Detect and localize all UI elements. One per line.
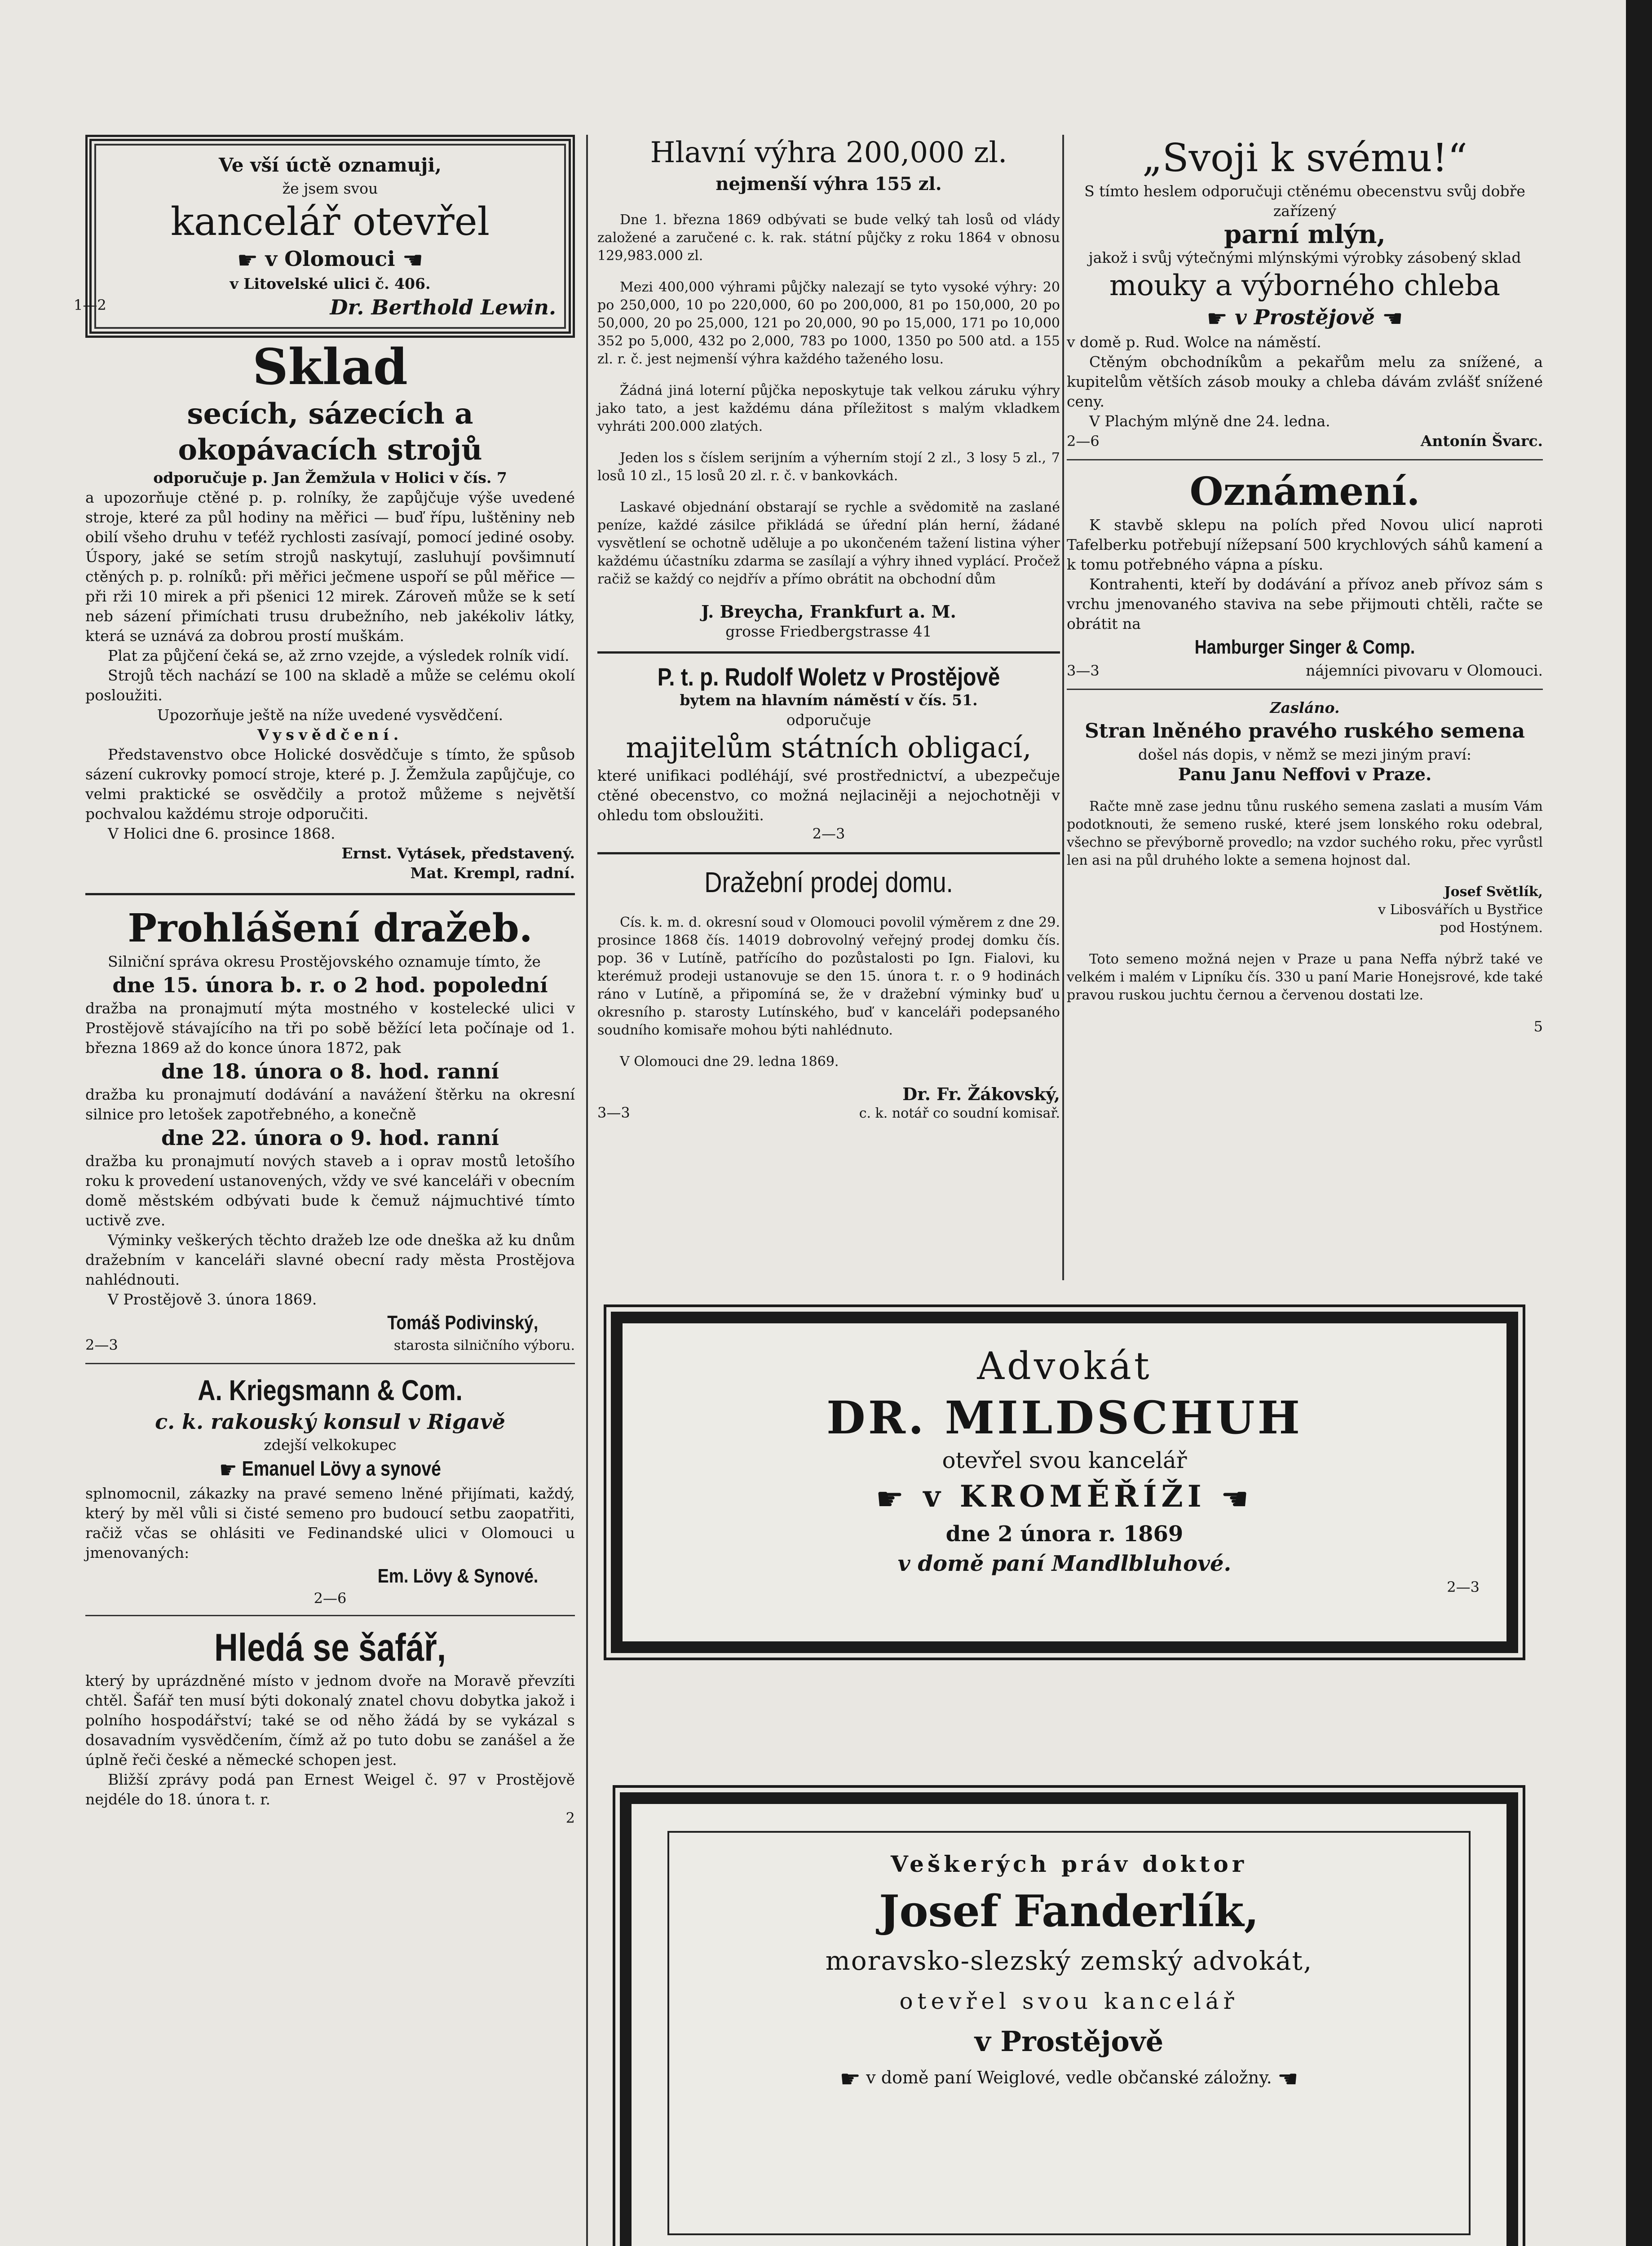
vyhra-signature: J. Breycha, Frankfurt a. M.	[701, 601, 956, 622]
mildschuh-line3: otevřel svou kancelář	[942, 1447, 1187, 1473]
kriegsmann-code: 2—6	[314, 1589, 347, 1607]
divider	[85, 893, 575, 895]
prohlaseni-signature: Tomáš Podivinský,	[387, 1312, 539, 1334]
zaslano-paragraph-1: Račte mně zase jednu tůnu ruského semena zaslati a musím Vám podotknouti, že semeno ruské, které jsem lonského roku odebral, všechno se převýborně provedlo; na vzdor suchého roku, přec vyrůstl len asi na půl druhého lokte a semena hojnost dal.	[1067, 799, 1543, 868]
column-rule	[1062, 135, 1064, 1280]
zaslano-signature: Josef Světlík,	[1444, 884, 1543, 900]
prohlaseni-code: 2—3	[85, 1336, 118, 1353]
svoji-paragraph-5: V Plachým mlýně dne 24. ledna.	[1089, 412, 1330, 430]
pointing-hand-right-icon: ☛	[219, 1456, 237, 1484]
mildschuh-date: dne 2 února r. 1869	[945, 1521, 1184, 1547]
mildschuh-city: v KROMĚŘÍŽI	[923, 1479, 1206, 1514]
safar-title: Hledá se šafář,	[214, 1626, 446, 1669]
oznameni-signature: Hamburger Singer & Comp.	[1194, 636, 1415, 658]
vyhra-paragraph-5: Laskavé objednání obstarají se rychle a svědomitě na zaslané peníze, každé zásilce přikládá se úřední plán herní, žádané vysvětlení se ochotně uděluje a po ukončeném tažení listina výher každému účastníku zdarma se zasílají a výhry ihned vyplácí. Pročež račiž se každý co nejdřív a přímo obrátit na obchodní dům	[597, 500, 1060, 587]
sklad-paragraph-2: Plat za půjčení čeká se, až zrno vzejde, a výsledek rolník vidí.	[108, 647, 570, 664]
scan-edge	[1626, 0, 1652, 2246]
column-rule	[586, 135, 588, 2246]
sklad-paragraph-4: Upozorňuje ještě na níže uvedené vysvědčení.	[157, 706, 504, 724]
kancelar-city: v Olomouci	[265, 247, 395, 271]
sklad-vysvedceni-heading: Vysvědčení.	[257, 726, 403, 743]
safar-text-2: Bližší zprávy podá pan Ernest Weigel č. 97 v Prostějově nejdéle do 18. února t. r.	[85, 1770, 575, 1808]
woletz-headline: majitelům státních obligací,	[626, 731, 1032, 765]
kancelar-headline: kancelář otevřel	[170, 199, 490, 244]
oznameni-title: Oznámení.	[1189, 469, 1420, 514]
safar-text: který by uprázdněné místo v jednom dvoře na Moravě převzíti chtěl. Šafář ten musí býti dokonalý znatel chovu dobytka jakož i polního hospodářství; také se od něho žádá by se vykázal s dosavadním vysvědčením, čímž až po tuto dobu se zanášel a že úplně řeči české a německé schopen jest.	[85, 1671, 575, 1769]
sklad-signature-1: Ernst. Vytásek, představený.	[341, 844, 575, 862]
pointing-hand-left-icon: ☚	[1220, 1481, 1254, 1517]
fanderlik-name: Josef Fanderlík,	[879, 1886, 1259, 1937]
oznameni-paragraph-1: K stavbě sklepu na polích před Novou ulicí naproti Tafelberku potřebují nížepsaní 500 krychlových sáhů kamení a k tomu potřebného vápna a písku.	[1067, 516, 1543, 573]
pointing-hand-left-icon: ☚	[1277, 2065, 1299, 2093]
fanderlik-address: v domě paní Weiglové, vedle občanské záložny.	[866, 2068, 1272, 2087]
kancelar-line2: že jsem svou	[282, 180, 378, 197]
kriegsmann-subtitle-2: zdejší velkokupec	[264, 1436, 397, 1454]
svoji-paragraph-4: Ctěným obchodníkům a pekařům melu za snížené, a kupitelům větších zásob mouky a chleba dávám zvlášť snížené ceny.	[1067, 353, 1543, 410]
zaslano-addressee: Panu Janu Neffovi v Praze.	[1178, 764, 1432, 784]
oznameni-paragraph-2: Kontrahenti, kteří by dodávání a přívoz aneb přívoz sám s vrchu jmenovaného staviva na sebe přijmouti chtěli, račte se obrátit na	[1067, 575, 1543, 632]
middle-column	[597, 135, 1060, 1123]
prohlaseni-text-2: dražba ku pronajmutí dodávání a navážení štěrku na okresní silnice pro letošek zapotřebného, a konečně	[85, 1086, 575, 1123]
zaslano-signature-3: pod Hostýnem.	[1440, 920, 1543, 936]
pointing-hand-right-icon: ☛	[875, 1481, 909, 1517]
sklad-paragraph-5: Představenstvo obce Holické dosvědčuje s tímto, že spůsob sázení cukrovky pomocí stroje, které p. J. Žemžula zapůjčuje, co velmi praktické se osvědčily a protož můžeme s největší pochvalou každému stroje odporučiti.	[85, 746, 575, 822]
vyhra-paragraph-2: Mezi 400,000 výhrami půjčky nalezají se tyto vysoké výhry: 20 po 250,000, 10 po 220,000, 60 po 200,000, 81 po 150,000, 20 po 50,000, 20 po 25,000, 121 po 20,000, 90 po 15,000, 171 po 10,000 352 po 5,000, 432 po 2,000, 783 po 1000, 1350 po 500 atd. a 155 zl. r. č. jest nejmenší výhra každého taženého losu.	[597, 279, 1060, 367]
drazebni-date: V Olomouci dne 29. ledna 1869.	[620, 1054, 839, 1070]
zaslano-title: Stran lněného pravého ruského semena	[1084, 720, 1525, 743]
vyhra-address: grosse Friedbergstrasse 41	[725, 623, 932, 640]
svoji-headline: parní mlýn,	[1224, 220, 1386, 249]
pointing-hand-right-icon: ☛	[1206, 305, 1228, 332]
drazebni-text: Cís. k. m. d. okresní soud v Olomouci povolil výměrem z dne 29. prosince 1868 čís. 14019 dobrovolný veřejný prodej domku čís. pop. 36 v Lutíně, patřícího do pozůstalosti po Ign. Fialovi, ku kterémuž prodeji ustanovuje se den 15. února t. r. o 9 hodinách ráno v Lutíně, a připomíná se, že v dražební výminky buď u okresního p. starosty Lutínského, buď v kanceláři podepsaného soudního komisaře mohou býti nahlédnuto.	[597, 915, 1060, 1038]
mildschuh-address: v domě paní Mandlbluhové.	[897, 1551, 1232, 1576]
divider	[597, 852, 1060, 854]
woletz-text: které unifikaci podléhájí, své prostřednictví, a ubezpečuje ctěné obecenstvo, co možná nejlaciněji a nejochotněji v ohledu tom obsloužiti.	[597, 767, 1060, 824]
sklad-subtitle: secích, sázecích a okopávacích strojů	[178, 397, 482, 467]
divider	[85, 1363, 575, 1364]
drazebni-code: 3—3	[597, 1104, 630, 1121]
sklad-paragraph-1: a upozorňuje ctěné p. p. rolníky, že zapůjčuje výše uvedené stroje, které za půl hodiny na měřici — buď řípu, luštěniny neb obilí všeho druhu v teťéž rychlosti zasívají, pomocí jediné osoby. Úspory, jaké se setím strojů naskytují, zasluhují povšimnutí ctěných p. p. rolníků: při měřici ječmene uspoří se půl měřice — při rži 10 mirek a při pšenici 12 mirek. Zároveň může se k setí neb sázení přimíchati trusu drubežního, neb jakékoliv látky, která se uznává za dobrou prostí muškám.	[85, 489, 575, 645]
kancelar-address: v Litovelské ulici č. 406.	[230, 275, 431, 292]
prohlaseni-signature-role: starosta silničního výboru.	[393, 1338, 575, 1353]
divider	[85, 1615, 575, 1616]
prohlaseni-date-3: dne 22. února o 9. hod. ranní	[161, 1126, 499, 1150]
zaslano-code: 5	[1533, 1018, 1543, 1035]
drazebni-title: Dražební prodej domu.	[704, 866, 953, 898]
ad-kancelar	[74, 135, 575, 338]
woletz-title: P. t. p. Rudolf Woletz v Prostějově	[657, 663, 1000, 691]
sklad-place-date: V Holici dne 6. prosince 1868.	[108, 825, 336, 842]
pointing-hand-left-icon: ☚	[402, 247, 424, 274]
kancelar-signature: Dr. Berthold Lewin.	[330, 295, 556, 319]
drazebni-signature-role: c. k. notář co soudní komisař.	[859, 1105, 1060, 1121]
pointing-hand-right-icon: ☛	[839, 2065, 861, 2093]
ad-mildschuh	[611, 1312, 1518, 1653]
fanderlik-line1: Veškerých práv doktor	[890, 1851, 1248, 1877]
svoji-code: 2—6	[1067, 433, 1100, 450]
svoji-paragraph-1: S tímto heslem odporučuji ctěnému obecenstvu svůj dobře zařízený	[1084, 182, 1525, 220]
fanderlik-city: v Prostějově	[974, 2025, 1164, 2058]
prohlaseni-text-1: dražba na pronajmutí mýta mostného v kostelecké ulici v Prostějově stávajícího na tři po sobě běžící leta počínaje od 1. března 1869 až do konce února 1872, pak	[85, 999, 575, 1057]
prohlaseni-date-1: dne 15. února b. r. o 2 hod. popolední	[112, 973, 548, 997]
prohlaseni-intro: Silniční správa okresu Prostějovského oznamuje tímto, že	[108, 953, 541, 970]
left-column	[74, 135, 575, 1826]
kriegsmann-firm: Emanuel Lövy a synové	[242, 1457, 441, 1480]
svoji-paragraph-2: jakož i svůj výtečnými mlýnskými výrobky zásobený sklad	[1088, 249, 1521, 266]
oznameni-code: 3—3	[1067, 662, 1100, 679]
divider	[1067, 689, 1543, 690]
fanderlik-title: moravsko-slezský zemský advokát,	[825, 1945, 1313, 1976]
pointing-hand-right-icon: ☛	[237, 247, 258, 274]
drazebni-signature: Dr. Fr. Žákovský,	[902, 1084, 1060, 1104]
sklad-seller: odporučuje p. Jan Žemžula v Holici v čís. 7	[153, 469, 507, 486]
prohlaseni-place-date: V Prostějově 3. února 1869.	[108, 1291, 317, 1308]
svoji-place: v Prostějově	[1235, 305, 1375, 329]
zaslano-signature-2: v Libosvářích u Bystřice	[1378, 902, 1543, 918]
divider	[1067, 459, 1543, 460]
mildschuh-line1: Advokát	[977, 1344, 1152, 1388]
prohlaseni-text-3: dražba ku pronajmutí nových staveb a i oprav mostů letošího roku k provedení ustanovených, vždy ve své kanceláři v obecním domě městském odbývati bude k čemuž nájmuchtivé tímto uctivě zve.	[85, 1152, 575, 1229]
sklad-title: Sklad	[252, 338, 408, 396]
kriegsmann-subtitle: c. k. rakouský konsul v Rigavě	[155, 1410, 505, 1434]
prohlaseni-date-2: dne 18. února o 8. hod. ranní	[161, 1059, 499, 1083]
kancelar-code: 1—2	[74, 296, 106, 314]
vyhra-paragraph-3: Žádná jiná loterní půjčka neposkytuje tak velkou záruku výhry jako tato, a jest každému dána příležitost s malým vkladkem vyhráti 200.000 zlatých.	[597, 383, 1060, 434]
vyhra-title: Hlavní výhra 200,000 zl.	[650, 136, 1007, 169]
woletz-subtitle: bytem na hlavním náměstí v čís. 51.	[680, 691, 978, 709]
divider	[597, 651, 1060, 654]
vyhra-paragraph-1: Dne 1. března 1869 odbývati se bude velký tah losů od vlády založené a zaručené c. k. rak. státní půjčky z roku 1864 v obnosu 129,983.000 zl.	[597, 212, 1060, 264]
pointing-hand-left-icon: ☚	[1382, 305, 1403, 332]
svoji-paragraph-3: v domě p. Rud. Wolce na náměstí.	[1067, 333, 1321, 351]
prohlaseni-title: Prohlášení dražeb.	[128, 906, 533, 951]
vyhra-paragraph-4: Jeden los s číslem serijním a výherním stojí 2 zl., 3 losy 5 zl., 7 losů 10 zl., 15 losů 20 zl. r. č. v bankovkách.	[597, 450, 1060, 484]
zaslano-paragraph-2: Toto semeno možná nejen v Praze u pana Neffa nýbrž také ve velkém i malém v Lipníku čís. 330 u paní Marie Honejsrové, kde také pravou ruskou juchtu černou a červenou dostati lze.	[1067, 951, 1543, 1003]
woletz-subtitle-2: odporučuje	[786, 711, 871, 729]
safar-code: 2	[565, 1809, 575, 1826]
mildschuh-code: 2—3	[1447, 1578, 1480, 1596]
sklad-paragraph-3: Strojů těch nachází se 100 na skladě a může se celému okolí posloužiti.	[85, 667, 575, 704]
vyhra-subtitle: nejmenší výhra 155 zl.	[716, 173, 942, 195]
prohlaseni-text-4: Výminky veškerých těchto dražeb lze ode dneška až ku dnům dražebním v kanceláři slavné obecní rady města Prostějova nahlédnouti.	[85, 1231, 575, 1288]
svoji-title: „Svoji k svému!“	[1142, 136, 1467, 181]
ad-fanderlik	[620, 1792, 1518, 2246]
sklad-signature-2: Mat. Krempl, radní.	[410, 864, 575, 882]
kriegsmann-text: splnomocnil, zákazky na pravé semeno lněné přijímati, každý, který by měl vůli si čisté semeno pro budoucí setbu zaopatřiti, račiž včas se ohlásiti ve Fedinandské ulici v Olomouci u jmenovaných:	[85, 1484, 575, 1561]
kriegsmann-signature: Em. Lövy & Synové.	[377, 1565, 539, 1587]
kriegsmann-title: A. Kriegsmann & Com.	[198, 1374, 463, 1406]
mildschuh-name: DR. MILDSCHUH	[826, 1391, 1303, 1444]
svoji-signature: Antonín Švarc.	[1420, 432, 1543, 450]
zaslano-subtitle: došel nás dopis, v němž se mezi jiným praví:	[1138, 746, 1472, 763]
svoji-headline-2: mouky a výborného chleba	[1109, 269, 1501, 302]
zaslano-label: Zasláno.	[1270, 699, 1340, 716]
fanderlik-line4: otevřel svou kancelář	[899, 1988, 1239, 2014]
woletz-code: 2—3	[812, 825, 845, 842]
right-column	[1067, 135, 1543, 1035]
kancelar-line1: Ve vší úctě oznamuji,	[219, 154, 442, 176]
oznameni-signature-role: nájemníci pivovaru v Olomouci.	[1306, 662, 1543, 679]
